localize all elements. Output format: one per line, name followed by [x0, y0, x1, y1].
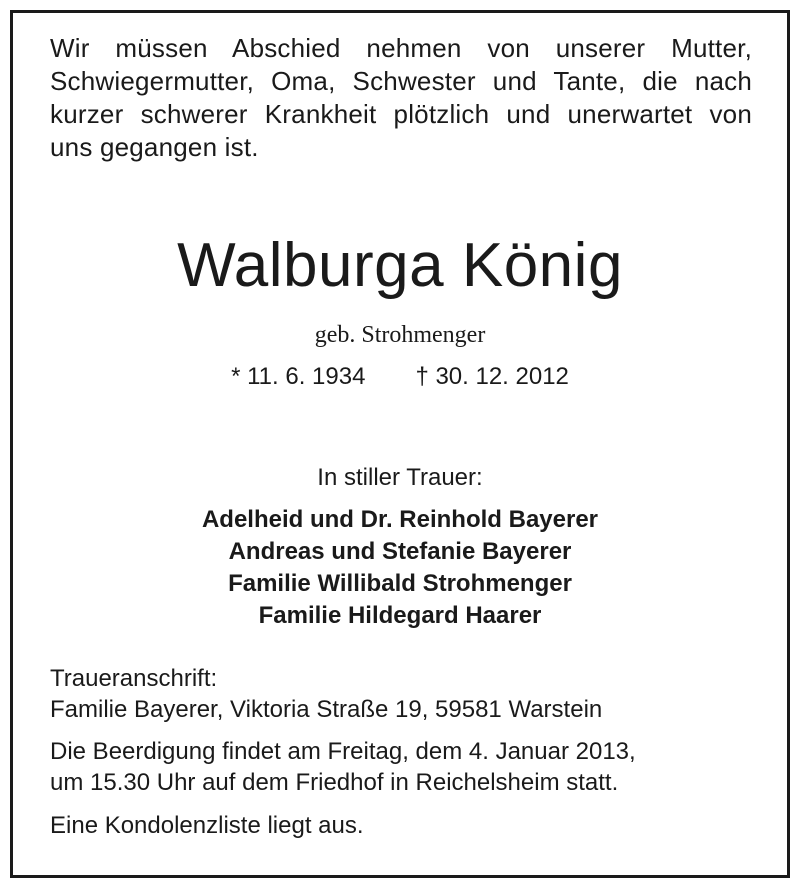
birth-name: geb. Strohmenger — [314, 322, 486, 348]
mourner-name: Adelheid und Dr. Reinhold Bayerer — [201, 506, 599, 533]
death-date: † 30. 12. 2012 — [415, 363, 569, 390]
mourner-name: Andreas und Stefanie Bayerer — [228, 538, 572, 565]
mourner-name: Familie Hildegard Haarer — [258, 602, 542, 629]
condolence-note: Eine Kondolenzliste liegt aus. — [50, 812, 364, 839]
mourning-address — [50, 663, 602, 725]
birth-date: * 11. 6. 1934 — [231, 363, 366, 390]
address-value: Familie Bayerer, Viktoria Straße 19, 59581 Warstein — [50, 696, 603, 723]
mourners-list — [0, 504, 800, 632]
mourning-heading: In stiller Trauer: — [317, 464, 483, 491]
funeral-info — [50, 736, 636, 798]
funeral-line: Die Beerdigung findet am Freitag, dem 4. Januar 2013, — [50, 738, 636, 765]
intro-line: Schwiegermutter, Oma, Schwester und Tante, die nach — [50, 66, 752, 96]
funeral-line: um 15.30 Uhr auf dem Friedhof in Reichelsheim statt. — [50, 769, 619, 796]
intro-text — [50, 32, 752, 164]
address-label: Traueranschrift: — [50, 665, 218, 692]
intro-line: kurzer schwerer Krankheit plötzlich und unerwartet von — [50, 99, 752, 129]
intro-line: uns gegangen ist. — [50, 132, 259, 162]
intro-line: Wir müssen Abschied nehmen von unserer Mutter, — [50, 33, 752, 63]
mourner-name: Familie Willibald Strohmenger — [228, 570, 572, 597]
deceased-name: Walburga König — [177, 231, 623, 300]
life-dates — [0, 362, 800, 392]
